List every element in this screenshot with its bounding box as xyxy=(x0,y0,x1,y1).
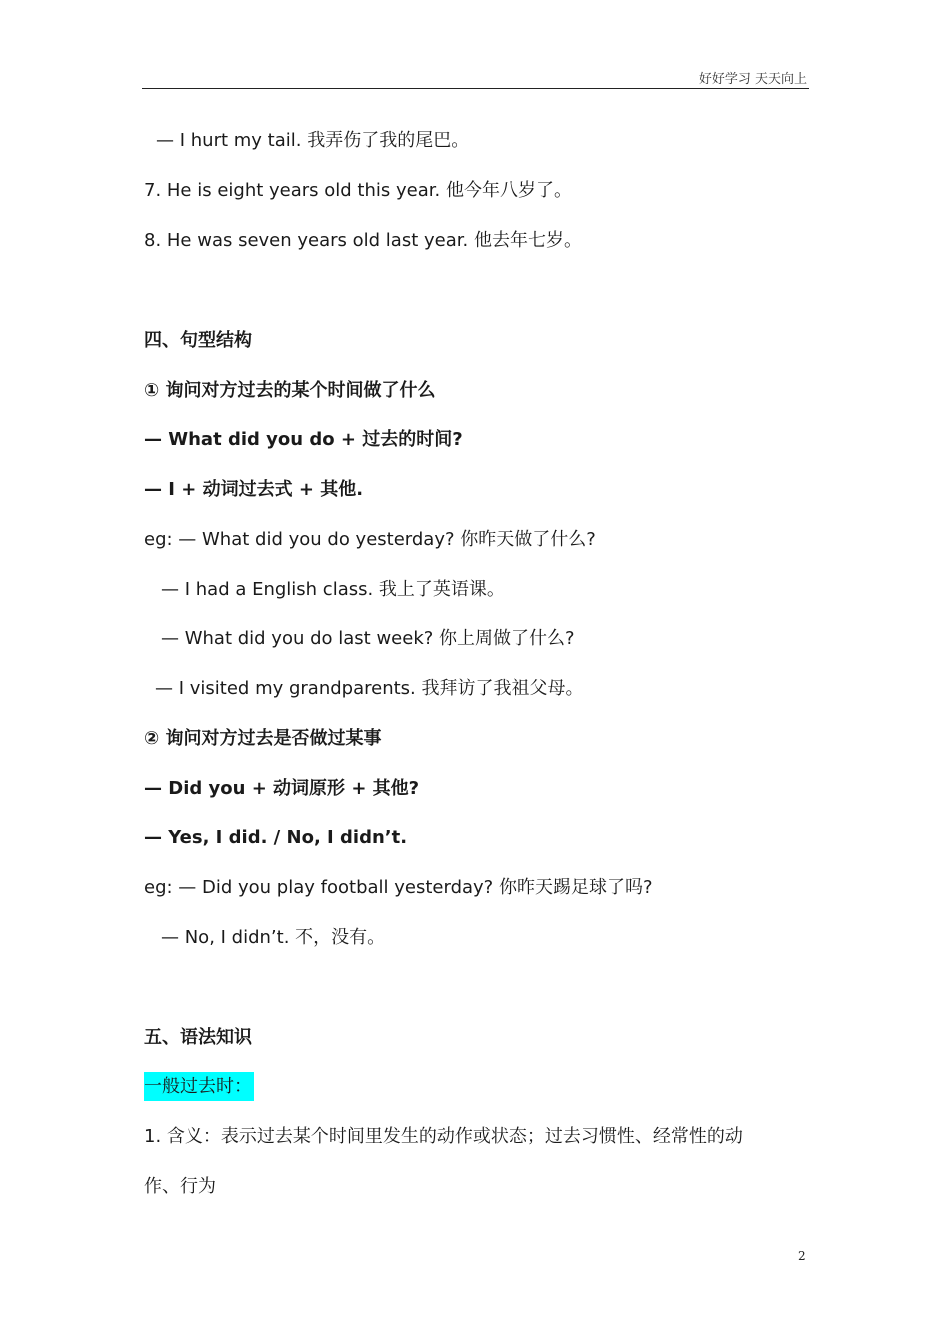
section-heading: 五、语法知识 xyxy=(144,1027,252,1048)
pattern-heading: ② 询问对方过去是否做过某事 xyxy=(144,728,382,749)
highlighted-term-label: 一般过去时： xyxy=(144,1072,254,1101)
example-line: — I had a English class. 我上了英语课。 xyxy=(161,579,505,600)
numbered-sentence: 7. He is eight years old this year. 他今年八岁了。 xyxy=(144,180,572,201)
numbered-sentence: 8. He was seven years old last year. 他去年七岁。 xyxy=(144,230,582,251)
pattern-heading: ① 询问对方过去的某个时间做了什么 xyxy=(144,380,436,401)
example-line: eg: — Did you play football yesterday? 你昨天踢足球了吗? xyxy=(144,877,653,898)
definition-line-continued: 作、行为 xyxy=(144,1176,216,1197)
pattern-answer: — Yes, I did. / No, I didn’t. xyxy=(144,827,408,848)
section-heading: 四、句型结构 xyxy=(144,330,252,351)
highlighted-term xyxy=(144,1075,254,1099)
page-header xyxy=(142,66,809,89)
example-line: — No, I didn’t. 不，没有。 xyxy=(161,927,386,948)
definition-line: 1. 含义：表示过去某个时间里发生的动作或状态；过去习惯性、经常性的动 xyxy=(144,1126,743,1147)
header-text: 好好学习 天天向上 xyxy=(698,72,807,87)
example-line: eg: — What did you do yesterday? 你昨天做了什么? xyxy=(144,529,596,550)
pattern-question: — Did you + 动词原形 + 其他? xyxy=(144,778,420,799)
example-line: — I visited my grandparents. 我拜访了我祖父母。 xyxy=(155,678,584,699)
pattern-answer: — I + 动词过去式 + 其他. xyxy=(144,479,364,500)
page-number: 2 xyxy=(798,1249,806,1263)
example-line: — What did you do last week? 你上周做了什么? xyxy=(161,628,575,649)
pattern-question: — What did you do + 过去的时间? xyxy=(144,429,463,450)
dialogue-line: — I hurt my tail. 我弄伤了我的尾巴。 xyxy=(156,130,470,151)
